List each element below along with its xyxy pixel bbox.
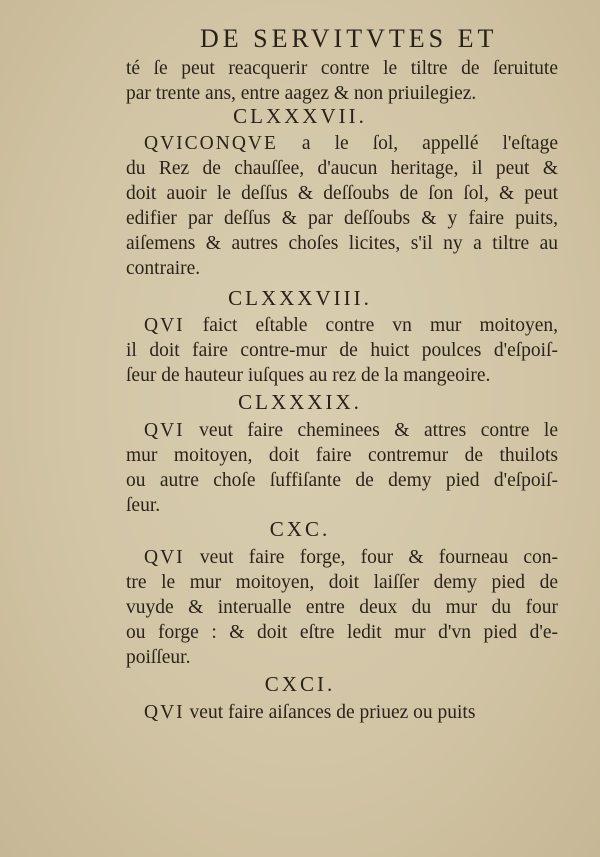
text-line (126, 418, 558, 443)
article-lead-word: QVICONQVE (144, 133, 278, 154)
text-line: vuyde & interualle entre deux du mur du four (126, 597, 558, 618)
article-lead-word: QVI (144, 420, 185, 441)
text-line: ſeur. (126, 495, 161, 516)
article-paragraph (126, 700, 558, 725)
article-number: CLXXXVIII. (228, 286, 372, 310)
text-line: ou autre choſe ſuffiſante de demy pied d'eſpoiſ- (126, 470, 558, 491)
text-line: contraire. (126, 258, 201, 279)
text-line: ou forge : & doit eſtre ledit mur d'vn pied d'e- (126, 622, 558, 643)
text-line (126, 313, 558, 338)
article-lead-word: QVI (144, 315, 185, 336)
text-line: du Rez de chauſſee, d'aucun heritage, il peut & (126, 158, 558, 179)
article-lead-word: QVI (144, 702, 185, 723)
text-fragment: a le ſol, appellé l'eſtage (277, 133, 558, 154)
text-line: mur moitoyen, doit faire contremur de thuilots (126, 445, 558, 466)
text-line: il doit faire contre-mur de huict poulces d'eſpoiſ- (126, 340, 558, 361)
text-line: té ſe peut reacquerir contre le tiltre de ſeruitute (126, 58, 558, 79)
text-line: poiſſeur. (126, 647, 191, 668)
article-lead-word: QVI (144, 547, 185, 568)
article-paragraph (126, 418, 558, 518)
text-line: par trente ans, entre aagez & non priuilegiez. (126, 83, 477, 104)
article-number: CXC. (269, 517, 331, 541)
article-number: CXCI. (264, 672, 336, 696)
text-line: ſeur de hauteur iuſques au rez de la mangeoire. (126, 365, 491, 386)
text-fragment: veut faire forge, four & fourneau con- (184, 547, 558, 568)
text-line: tre le mur moitoyen, doit laiſſer demy pied de (126, 572, 558, 593)
text-line: edifier par deſſus & par deſſoubs & y faire puits, (126, 208, 558, 229)
continuation-paragraph (126, 56, 558, 106)
article-paragraph (126, 131, 558, 281)
text-fragment: veut faire aiſances de priuez ou puits (184, 702, 476, 723)
text-line (126, 545, 558, 570)
article-paragraph (126, 545, 558, 670)
text-fragment: veut faire cheminees & attres contre le (184, 420, 558, 441)
article-paragraph (126, 313, 558, 388)
text-line: aiſemens & autres choſes licites, s'il ny a tiltre au (126, 233, 558, 254)
text-line (126, 131, 558, 156)
running-head: DE SERVITVTES ET (200, 24, 498, 53)
article-number: CLXXXIX. (238, 390, 362, 414)
text-fragment: faict eſtable contre vn mur moitoyen, (184, 315, 558, 336)
text-line: doit auoir le deſſus & deſſoubs de ſon ſol, & peut (126, 183, 558, 204)
article-number: CLXXXVII. (233, 104, 367, 128)
text-line (126, 700, 558, 725)
